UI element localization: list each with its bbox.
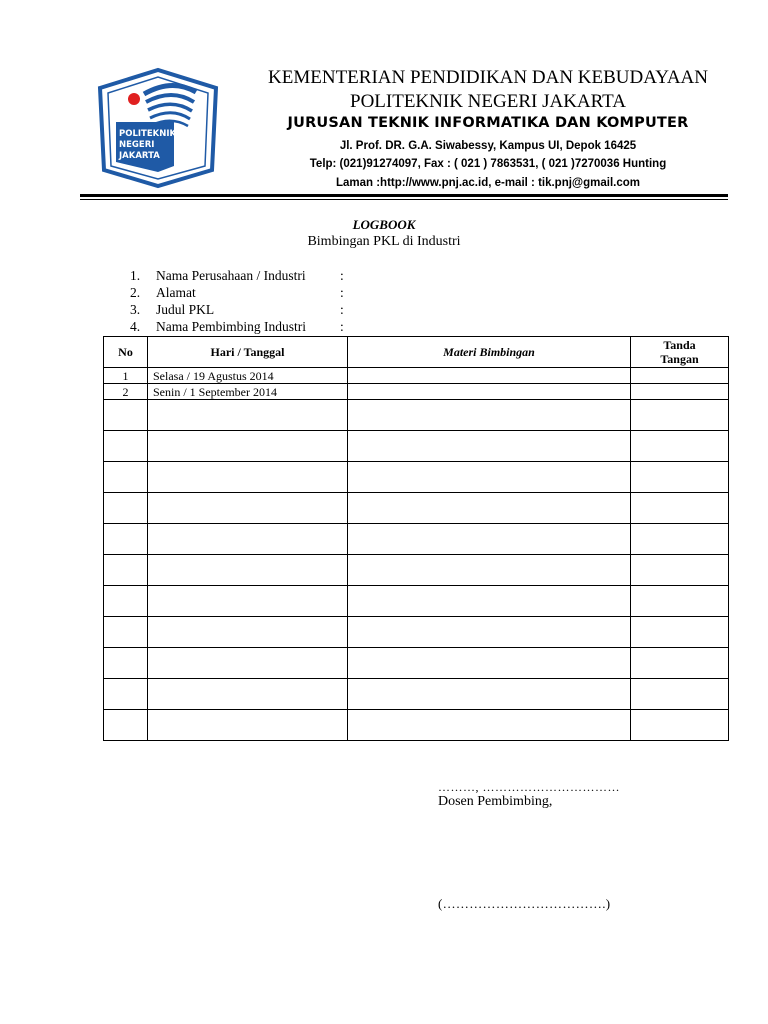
field-label: Nama Perusahaan / Industri: [156, 268, 306, 283]
logo-text-line: POLITEKNIK: [119, 129, 177, 139]
cell-signature[interactable]: [631, 617, 729, 648]
field-number: 3.: [130, 302, 141, 317]
cell-no: [104, 462, 148, 493]
logbook-table: [103, 336, 729, 741]
cell-signature[interactable]: [631, 555, 729, 586]
letterhead-divider: [80, 194, 728, 197]
cell-date[interactable]: [148, 493, 348, 524]
document-subtitle: Bimbingan PKL di Industri: [307, 234, 461, 249]
cell-signature[interactable]: [631, 648, 729, 679]
field-colon: :: [340, 319, 344, 334]
table-row-empty: [104, 586, 729, 617]
table-row: [104, 384, 729, 400]
cell-materi[interactable]: [348, 462, 631, 493]
table-row: [104, 368, 729, 384]
field-colon: :: [340, 285, 344, 300]
field-label: Alamat: [156, 285, 196, 300]
cell-no: [104, 400, 148, 431]
cell-no: [104, 493, 148, 524]
cell-no: [104, 679, 148, 710]
field-colon: :: [340, 268, 344, 283]
field-address[interactable]: [130, 284, 350, 301]
field-number: 4.: [130, 319, 141, 334]
table-row-empty: [104, 679, 729, 710]
field-number: 2.: [130, 285, 141, 300]
cell-date[interactable]: [148, 679, 348, 710]
pnj-logo-icon: [88, 66, 226, 190]
signature-role: Dosen Pembimbing,: [438, 794, 553, 809]
cell-materi[interactable]: [348, 648, 631, 679]
web-line: Laman :http://www.pnj.ac.id, e-mail : tik.pnj@gmail.com: [335, 177, 641, 189]
table-row-empty: [104, 400, 729, 431]
cell-materi[interactable]: [348, 555, 631, 586]
table-row-empty: [104, 555, 729, 586]
department-name: JURUSAN TEKNIK INFORMATIKA DAN KOMPUTER: [287, 115, 689, 131]
cell-no: [104, 431, 148, 462]
field-company[interactable]: [130, 267, 350, 284]
cell-signature[interactable]: [631, 368, 729, 384]
logo-text-line: NEGERI: [119, 140, 155, 150]
table-row-empty: [104, 710, 729, 741]
field-industry-mentor[interactable]: [130, 318, 350, 335]
field-pkl-title[interactable]: [130, 301, 350, 318]
cell-date[interactable]: [148, 617, 348, 648]
table-header-row: [104, 337, 729, 368]
cell-materi[interactable]: [348, 679, 631, 710]
table-row-empty: [104, 493, 729, 524]
field-colon: :: [340, 302, 344, 317]
cell-date[interactable]: [148, 431, 348, 462]
cell-date[interactable]: [148, 524, 348, 555]
cell-no: 2: [104, 384, 148, 400]
cell-date[interactable]: [148, 648, 348, 679]
cell-date[interactable]: [148, 462, 348, 493]
field-label: Nama Pembimbing Industri: [156, 319, 306, 334]
cell-materi[interactable]: [348, 431, 631, 462]
cell-date[interactable]: Selasa / 19 Agustus 2014: [148, 368, 348, 384]
cell-no: [104, 524, 148, 555]
cell-signature[interactable]: [631, 493, 729, 524]
cell-date[interactable]: [148, 710, 348, 741]
cell-no: 1: [104, 368, 148, 384]
cell-materi[interactable]: [348, 617, 631, 648]
signature-date-line[interactable]: ………, ……………………………: [438, 780, 620, 794]
cell-materi[interactable]: [348, 493, 631, 524]
table-row-empty: [104, 617, 729, 648]
cell-materi[interactable]: [348, 524, 631, 555]
cell-signature[interactable]: [631, 462, 729, 493]
cell-materi[interactable]: [348, 384, 631, 400]
letterhead-divider-thin: [80, 199, 728, 200]
cell-date[interactable]: Senin / 1 September 2014: [148, 384, 348, 400]
cell-signature[interactable]: [631, 524, 729, 555]
cell-signature[interactable]: [631, 431, 729, 462]
document-title: LOGBOOK: [352, 217, 416, 232]
field-label: Judul PKL: [156, 302, 215, 317]
signature-name-line[interactable]: (……………………………….): [438, 896, 611, 911]
cell-no: [104, 710, 148, 741]
header-materi: Materi Bimbingan: [348, 337, 631, 368]
field-number: 1.: [130, 268, 141, 283]
identity-fields: [130, 267, 350, 335]
cell-signature[interactable]: [631, 586, 729, 617]
cell-signature[interactable]: [631, 384, 729, 400]
table-row-empty: [104, 524, 729, 555]
table-row-empty: [104, 648, 729, 679]
cell-no: [104, 555, 148, 586]
phone-line: Telp: (021)91274097, Fax : ( 021 ) 7863531, ( 021 )7270036 Hunting: [309, 158, 667, 170]
cell-no: [104, 586, 148, 617]
cell-date[interactable]: [148, 555, 348, 586]
ministry-name: KEMENTERIAN PENDIDIKAN DAN KEBUDAYAAN: [268, 67, 708, 88]
cell-date[interactable]: [148, 586, 348, 617]
cell-date[interactable]: [148, 400, 348, 431]
header-signature-line-2: Tangan: [660, 352, 699, 366]
address-line: Jl. Prof. DR. G.A. Siwabessy, Kampus UI, Depok 16425: [339, 140, 637, 152]
cell-materi[interactable]: [348, 400, 631, 431]
cell-signature[interactable]: [631, 679, 729, 710]
table-row-empty: [104, 431, 729, 462]
header-no: No: [104, 337, 148, 368]
header-signature: [631, 337, 729, 368]
cell-no: [104, 648, 148, 679]
cell-materi[interactable]: [348, 586, 631, 617]
cell-signature[interactable]: [631, 400, 729, 431]
cell-materi[interactable]: [348, 368, 631, 384]
cell-no: [104, 617, 148, 648]
logo-text-line: JAKARTA: [119, 151, 160, 161]
header-signature-line-1: Tanda: [663, 338, 696, 352]
table-row-empty: [104, 462, 729, 493]
header-date: Hari / Tanggal: [148, 337, 348, 368]
cell-signature[interactable]: [631, 710, 729, 741]
institution-name: POLITEKNIK NEGERI JAKARTA: [350, 91, 626, 112]
cell-materi[interactable]: [348, 710, 631, 741]
